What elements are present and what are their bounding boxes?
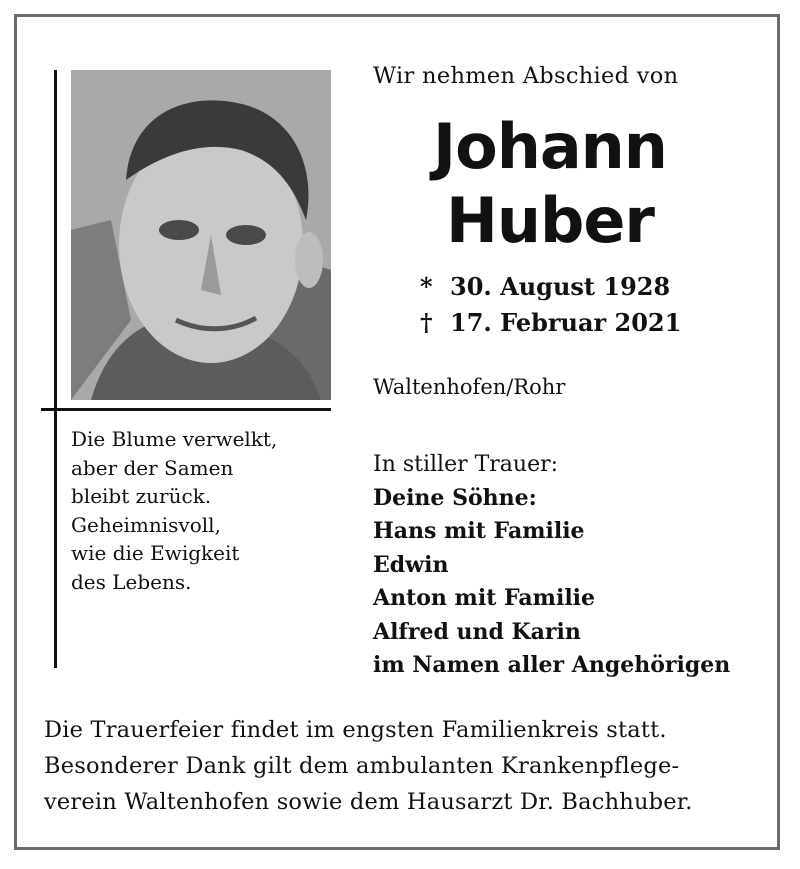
intro-text: Wir nehmen Abschied von [373, 63, 679, 89]
poem-line: bleibt zurück. [71, 484, 212, 508]
horizontal-divider [41, 408, 331, 411]
mourner-line: im Namen aller Angehörigen [373, 652, 731, 678]
poem-line: des Lebens. [71, 569, 192, 594]
mourner-line: Deine Söhne: [373, 484, 537, 511]
poem-line: Geheimnisvoll, [71, 512, 221, 537]
birth-date-line [420, 272, 670, 301]
mourner-line: Hans mit Familie [373, 518, 585, 544]
mourner-line: Edwin [373, 551, 449, 578]
last-name: Huber [445, 184, 655, 257]
vertical-divider [54, 70, 57, 668]
mourner-line: Alfred und Karin [373, 618, 581, 645]
portrait-photo-icon [71, 70, 331, 400]
place: Waltenhofen/Rohr [373, 375, 566, 399]
birth-date: 30. August 1928 [450, 272, 671, 301]
mourner-line: Anton mit Familie [373, 585, 596, 611]
poem [71, 425, 331, 596]
footer-line: Die Trauerfeier findet im engsten Familienkreis statt. [44, 717, 667, 743]
poem-line: Die Blume verwelkt, [71, 427, 278, 451]
footer-line: Besonderer Dank gilt dem ambulanten Krankenpflege- [44, 753, 680, 779]
death-date: 17. Februar 2021 [450, 308, 682, 337]
death-date-line [420, 308, 681, 337]
death-symbol: † [420, 308, 433, 337]
first-name: Johann [433, 110, 667, 183]
mourners-heading: In stiller Trauer: [373, 452, 559, 477]
birth-symbol: * [420, 272, 433, 301]
poem-line: wie die Ewigkeit [71, 541, 240, 565]
mourners-list [373, 448, 730, 683]
footer-text [44, 712, 764, 820]
footer-line: verein Waltenhofen sowie dem Hausarzt Dr. Bachhuber. [44, 789, 693, 815]
poem-line: aber der Samen [71, 455, 234, 480]
